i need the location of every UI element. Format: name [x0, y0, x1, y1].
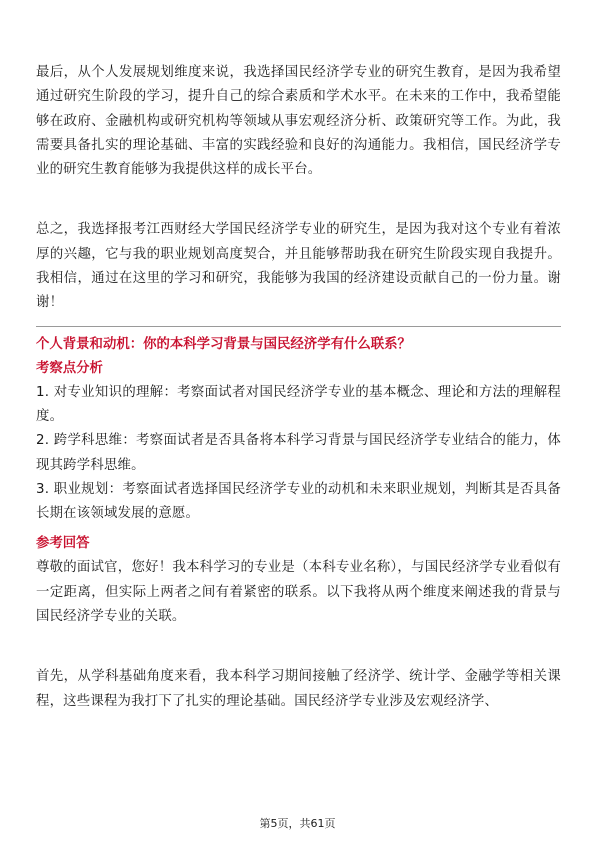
paragraph-gap: [36, 182, 561, 218]
reference-paragraph: 尊敬的面试官，您好！我本科学习的专业是（本科专业名称），与国民经济学专业看似有一定距离，但实际上两者之间有着紧密的联系。以下我将从两个维度来阐述我的背景与国民经济学专业的关联。: [36, 560, 561, 625]
analysis-item: 3. 职业规划：考察面试者选择国民经济学专业的动机和未来职业规划，判断其是否具备长期在该领域发展的意愿。: [36, 481, 561, 522]
analysis-heading: 考察点分析: [36, 360, 103, 376]
analysis-item: 2. 跨学科思维：考察面试者是否具备将本科学习背景与国民经济学专业结合的能力，体现其跨学科思维。: [36, 433, 561, 473]
reference-paragraph: 首先，从学科基础角度来看，我本科学习期间接触了经济学、统计学、金融学等相关课程，这些课程为我打下了扎实的理论基础。国民经济学专业涉及宏观经济学、: [36, 669, 561, 709]
question-heading: 个人背景和动机：你的本科学习背景与国民经济学有什么联系？: [36, 336, 411, 352]
reference-heading: 参考回答: [36, 536, 90, 552]
paragraph-gap: [36, 629, 561, 665]
body-paragraph: 最后，从个人发展规划维度来说，我选择国民经济学专业的研究生教育，是因为我希望通过研究生阶段的学习，提升自己的综合素质和学术水平。在未来的工作中，我希望能够在政府、金融机构或研究机构等领域从事宏观经济分析、政策研究等工作。为此，我需要具备扎实的理论基础、丰富的实践经验和良好的沟通能力。我相信，国民经济学专业的研究生教育能够为我提供这样的成长平台。: [36, 65, 561, 178]
page-content: [36, 61, 561, 714]
section-divider: [36, 326, 561, 327]
analysis-item: 1. 对专业知识的理解：考察面试者对国民经济学专业的基本概念、理论和方法的理解程度。: [36, 384, 561, 424]
body-paragraph: 总之，我选择报考江西财经大学国民经济学专业的研究生，是因为我对这个专业有着浓厚的兴趣，它与我的职业规划高度契合，并且能够帮助我在研究生阶段实现自我提升。我相信，通过在这里的学习和研究，我能够为我国的经济建设贡献自己的一份力量。谢谢！: [36, 222, 561, 311]
page-footer: 第5页，共61页: [259, 817, 336, 830]
